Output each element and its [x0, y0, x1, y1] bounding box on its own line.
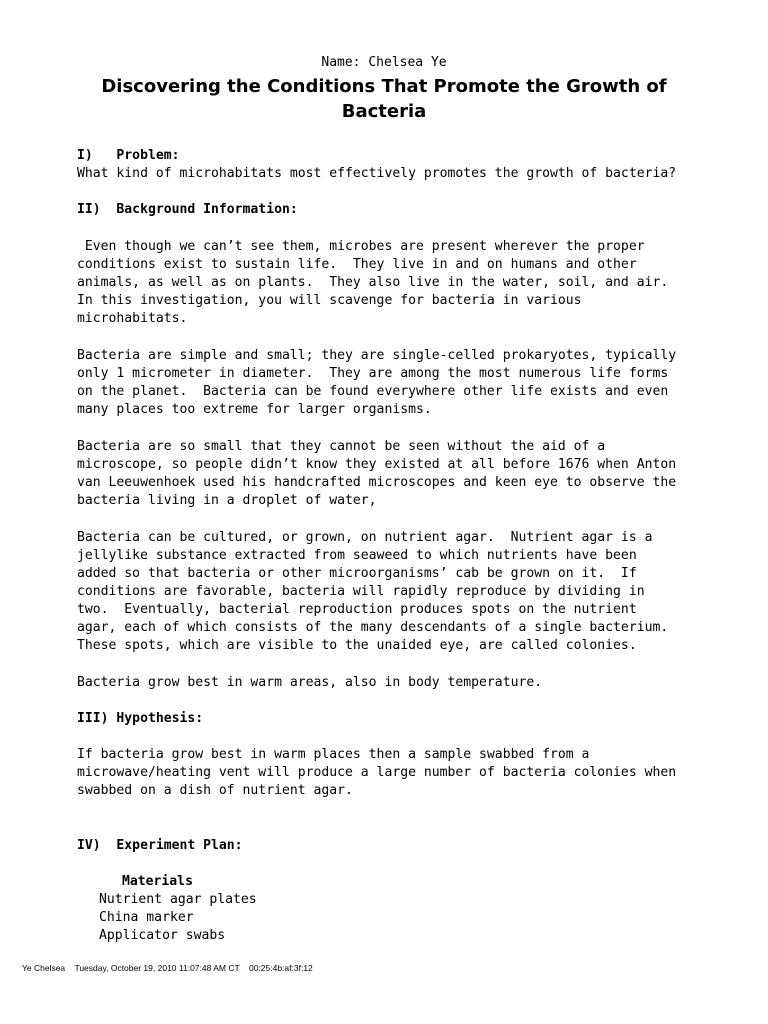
- problem-heading: I) Problem:: [77, 148, 180, 163]
- background-para2-line: many places too extreme for larger organisms.: [77, 402, 432, 417]
- background-para1-line: animals, as well as on plants. They also live in the water, soil, and air.: [77, 275, 669, 290]
- background-para3-line: microscope, so people didn’t know they existed at all before 1676 when Anton: [77, 457, 677, 472]
- materials-item: China marker: [99, 910, 194, 925]
- hypothesis-line: swabbed on a dish of nutrient agar.: [77, 783, 353, 798]
- background-para3-line: Bacteria are so small that they cannot be seen without the aid of a: [77, 439, 606, 454]
- hypothesis-line: microwave/heating vent will produce a large number of bacteria colonies when: [77, 765, 677, 780]
- hypothesis-heading: III) Hypothesis:: [77, 711, 204, 726]
- document-title: [60, 74, 708, 124]
- background-para4-line: added so that bacteria or other microorganisms’ cab be grown on it. If: [77, 566, 637, 581]
- background-para1-line: In this investigation, you will scavenge for bacteria in various: [77, 293, 582, 308]
- background-para4-line: conditions are favorable, bacteria will rapidly reproduce by dividing in: [77, 584, 645, 599]
- title-line-2: Bacteria: [341, 101, 427, 122]
- student-name: Name: Chelsea Ye: [321, 55, 447, 70]
- print-footer: Ye Chelsea Tuesday, October 19, 2010 11:07:48 AM CT 00:25:4b:af:3f:12: [22, 963, 313, 973]
- experiment-plan-heading: IV) Experiment Plan:: [77, 838, 243, 853]
- background-para4-line: agar, each of which consists of the many descendants of a single bacterium.: [77, 620, 669, 635]
- background-para1-line: Even though we can’t see them, microbes are present wherever the proper: [77, 239, 645, 254]
- background-para2-line: Bacteria are simple and small; they are single-celled prokaryotes, typically: [77, 348, 677, 363]
- background-para3-line: van Leeuwenhoek used his handcrafted microscopes and keen eye to observe the: [77, 475, 677, 490]
- background-para4-line: Bacteria can be cultured, or grown, on nutrient agar. Nutrient agar is a: [77, 530, 653, 545]
- background-para1-line: microhabitats.: [77, 311, 188, 326]
- hypothesis-line: If bacteria grow best in warm places then a sample swabbed from a: [77, 747, 590, 762]
- materials-heading: Materials: [122, 874, 193, 889]
- materials-item: Applicator swabs: [99, 928, 226, 943]
- title-line-1: Discovering the Conditions That Promote the Growth of: [101, 76, 667, 97]
- materials-item: Nutrient agar plates: [99, 892, 257, 907]
- background-para2-line: on the planet. Bacteria can be found everywhere other life exists and even: [77, 384, 669, 399]
- background-para4-line: These spots, which are visible to the unaided eye, are called colonies.: [77, 638, 637, 653]
- background-para1-line: conditions exist to sustain life. They live in and on humans and other: [77, 257, 637, 272]
- background-para5: Bacteria grow best in warm areas, also in body temperature.: [77, 675, 543, 690]
- background-para4-line: two. Eventually, bacterial reproduction produces spots on the nutrient: [77, 602, 637, 617]
- problem-text: What kind of microhabitats most effectively promotes the growth of bacteria?: [77, 166, 677, 181]
- background-para3-line: bacteria living in a droplet of water,: [77, 493, 377, 508]
- background-para2-line: only 1 micrometer in diameter. They are among the most numerous life forms: [77, 366, 669, 381]
- background-heading: II) Background Information:: [77, 202, 298, 217]
- background-para4-line: jellylike substance extracted from seaweed to which nutrients have been: [77, 548, 637, 563]
